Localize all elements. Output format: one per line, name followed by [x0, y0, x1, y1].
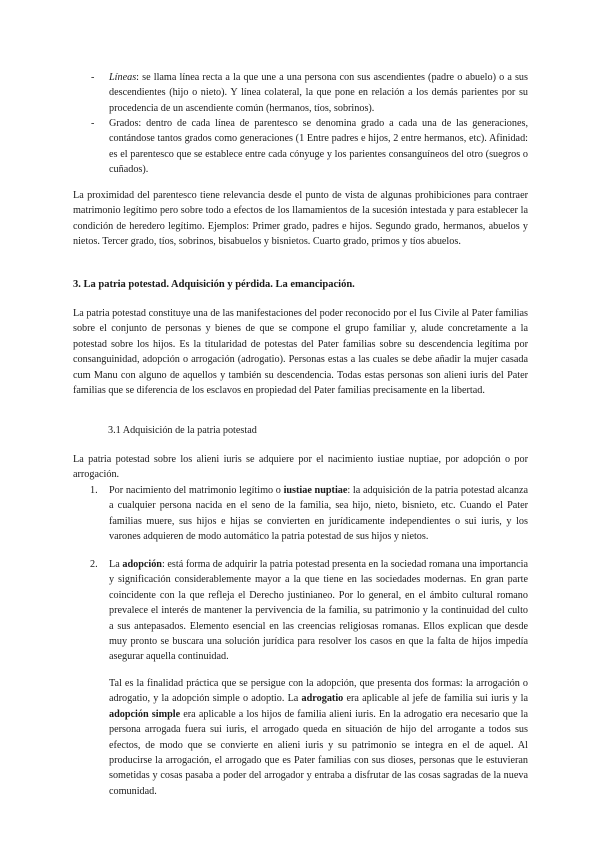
item2-p2-c: era aplicable a los hijos de familia alieni iuris. En la adrogatio era necesario que la persona arrogada fuera sui iuris, el arrogado queda en situación de hijo del arrogante a todos sus efectos, de modo que se convierte en alieni iuris y su patrimonio se integra en el de aquel. Al producirse la arrogación, el arrogado que es Pater familias con sus dioses, personas que le estuvieran sometidas y cosas pasaba a poder del arrogador y entraba a disfrutar de las cosas sagradas de la nueva comunidad.: [109, 708, 528, 797]
item1-pre: Por nacimiento del matrimonio legítimo o: [109, 485, 284, 496]
bullet-lineas: [109, 70, 528, 116]
term-adopcion: adopción: [122, 559, 162, 570]
section-3-1-heading: 3.1 Adquisición de la patria potestad: [108, 425, 257, 436]
paragraph-patria-potestad: La patria potestad constituye una de las manifestaciones del poder reconocido por el Ius Civile al Pater familias sobre el conjunto de personas y bienes de que se compone el grupo familiar y, alude concretamente a la potestad sobre los hijos. Es la titularidad de potestas del Pater familias sobre su descendencia legítima por consanguinidad, adopción o arrogación (adrogatio). Personas estas a las cuales se debe añadir la mujer casada cum Manu con alguno de aquellos y también su descendencia. Todas estas personas son alieni iuris del Pater familias que se diferencia de los esclavos en propiedad del Pater familias precisamente en la libertad.: [73, 308, 528, 397]
term-adopcion-simple: adopción simple: [109, 708, 181, 720]
list-number-1: 1.: [90, 485, 98, 496]
list-item-adopcion-continued: [109, 676, 528, 799]
paragraph-adquisicion-intro: La patria potestad sobre los alieni iuris se adquiere por el nacimiento iustiae nuptiae, por adopción o por arrogación.: [73, 454, 528, 481]
term-adrogatio: adrogatio: [301, 693, 344, 705]
term-lineas: Líneas: [109, 72, 137, 83]
item2-p2-a: Tal es la finalidad práctica que se persigue con la adopción, que presenta dos formas: la arrogación o adrogatio, y la adopción simple o adoptio. La: [109, 678, 528, 705]
list-number-2: 2.: [90, 559, 98, 570]
bullet-grados: Grados: dentro de cada línea de parentesco se denomina grado a cada una de las generaciones, contándose tantos grados como generaciones (1 Entre padres e hijos, 2 entre hermanos, etc). Afinidad: es el parentesco que se establece entre cada cónyuge y los parientes consanguíneos del otro (suegros o cuñados).: [109, 118, 528, 176]
lineas-text: : se llama línea recta a la que une a una persona con sus ascendientes (padre o abuelo) o a sus descendientes (hijo o nieto). Y línea colateral, la que pone en relación a los demás parientes por su procedencia de un ascendiente común (hermanos, tíos, sobrinos).: [109, 72, 528, 114]
item2-post: : está forma de adquirir la patria potestad presenta en la sociedad romana una importancia y significación considerablemente mayor a la que tiene en las sociedades modernas. En gran parte coincidente con la que refleja el Derecho justinianeo. Por lo general, en el ámbito cultural romano prevalece el interés de mantener la pervivencia de la familia, su patrimonio y la continuidad del culto a sus antepasados. Elemento esencial en las creencias religiosas romanas. Ellos explican que desde muy pronto se buscara una solución jurídica para resolver los casos en que la falta de hijos impedía asegurar aquella continuidad.: [109, 559, 529, 663]
item2-p2-b: era aplicable al jefe de familia sui iuris y la: [343, 693, 529, 705]
item2-pre: La: [109, 559, 123, 570]
bullet-dash-grados: -: [91, 118, 95, 129]
list-item-nacimiento: [109, 483, 528, 545]
list-item-adopcion: [109, 557, 528, 665]
section-3-heading: 3. La patria potestad. Adquisición y pérdida. La emancipación.: [73, 279, 355, 290]
paragraph-proximidad: La proximidad del parentesco tiene relevancia desde el punto de vista de algunas prohibiciones para contraer matrimonio legítimo pero sobre todo a efectos de los llamamientos de la sucesión intestada y para establecer la condición de heredero legítimo. Ejemplos: Primer grado, padres e hijos. Segundo grado, hermanos, abuelos y nietos. Tercer grado, tíos, sobrinos, bisabuelos y bisnietos. Cuarto grado, primos y tíos abuelos.: [73, 190, 528, 248]
term-iustiae-nuptiae: iustiae nuptiae: [283, 485, 348, 496]
bullet-dash-lineas: -: [91, 72, 95, 83]
item1-post: : la adquisición de la patria potestad alcanza a cualquier persona nacida en el seno de la familia, sea hijo, nieto, bisnieto, etc. Cuando el Pater familias muere, sus hijos e hijas se convierten en jurídicamente independientes o sui iuris, y los varones adquieren de modo automático la patria potestad de sus hijos y nietos.: [109, 485, 528, 543]
